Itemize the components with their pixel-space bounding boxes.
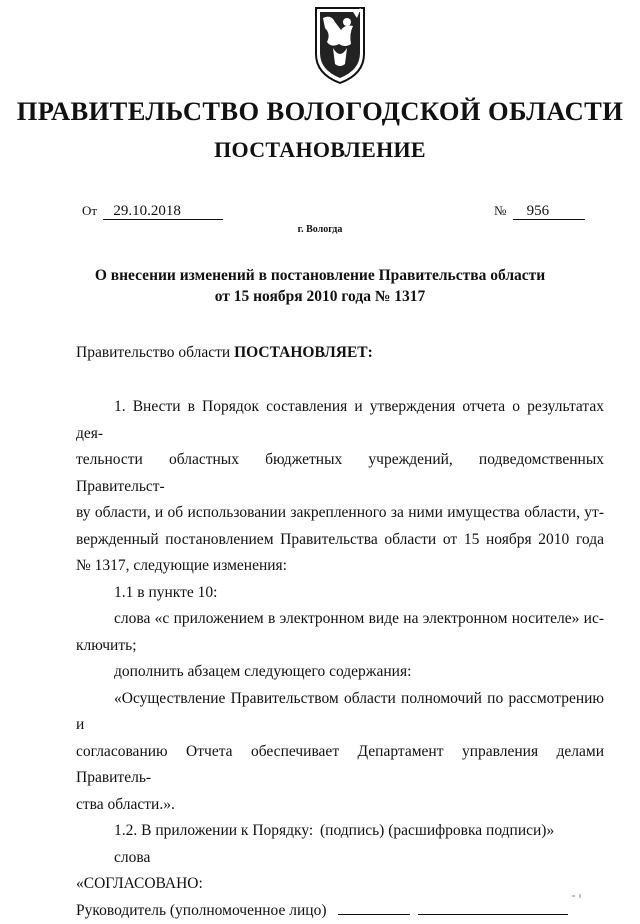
paragraph-line: тельности областных бюджетных учреждений, подведомственных Правительст- — [76, 447, 604, 500]
signatory-label: Руководитель (уполномоченное лицо) — [76, 902, 326, 919]
vologda-coat-of-arms-icon — [311, 4, 369, 86]
city-label: г. Вологда — [0, 224, 640, 235]
paragraph-line: «Осуществление Правительством области полномочий по рассмотрению и — [76, 686, 604, 739]
paragraph-line: слова «с приложением в электронном виде на электронном носителе» ис- — [76, 606, 604, 633]
number-field — [494, 203, 585, 220]
signature-decoding-line — [418, 900, 568, 915]
document-date: 29.10.2018 — [103, 203, 223, 220]
paragraph-line: вержденный постановлением Правительства области от 15 ноября 2010 года — [76, 527, 604, 554]
paragraph-line: согласованию Отчета обеспечивает Департамент управления делами Правитель- — [76, 739, 604, 792]
paragraph: «СОГЛАСОВАНО: — [76, 871, 604, 898]
document-body — [76, 394, 604, 924]
government-title: ПРАВИТЕЛЬСТВО ВОЛОГОДСКОЙ ОБЛАСТИ — [0, 96, 640, 127]
paragraph: 1.2. В приложении к Порядку: — [76, 818, 604, 845]
document-subject — [60, 265, 580, 307]
date-field — [82, 203, 223, 220]
paragraph-line: ключить; — [76, 633, 604, 660]
date-prefix: От — [82, 203, 97, 218]
paragraph: 1.1 в пункте 10: — [76, 580, 604, 607]
paragraph-line: № 1317, следующие изменения: — [76, 553, 604, 580]
decree-keyword: ПОСТАНОВЛЯЕТ: — [234, 344, 373, 361]
paragraph-line: ву области, и об использовании закрепленного за ними имущества области, ут- — [76, 500, 604, 527]
number-prefix: № — [494, 203, 506, 218]
subject-line-1: О внесении изменений в постановление Правительства области — [60, 265, 580, 286]
paragraph: слова — [76, 845, 604, 872]
paragraph-line: 1. Внести в Порядок составления и утверждения отчета о результатах дея- — [76, 394, 604, 447]
page-mark — [570, 893, 584, 899]
decree-lead: Правительство области — [76, 344, 230, 361]
subject-line-2: от 15 ноября 2010 года № 1317 — [60, 286, 580, 307]
signature-row — [76, 898, 604, 924]
document-type: ПОСТАНОВЛЕНИЕ — [0, 137, 640, 163]
signature-caption: (подпись) (расшифровка подписи)» — [320, 818, 640, 845]
decree-line — [76, 340, 604, 367]
paragraph: дополнить абзацем следующего содержания: — [76, 659, 604, 686]
document-number: 956 — [513, 203, 585, 220]
signature-line — [338, 900, 410, 915]
paragraph-line: ства области.». — [76, 792, 604, 819]
